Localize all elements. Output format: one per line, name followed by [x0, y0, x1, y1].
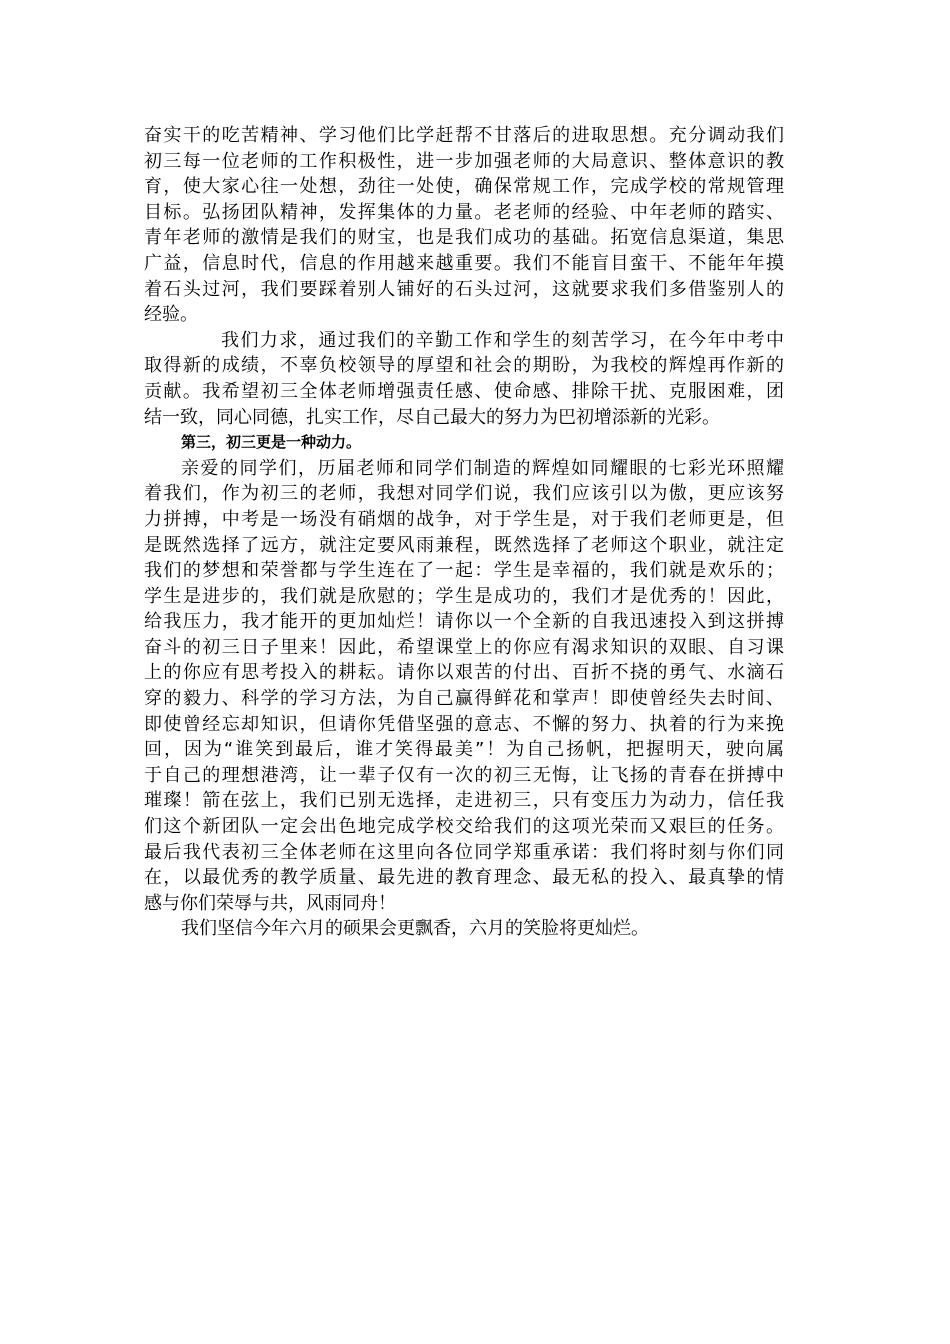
text-line: 目标。弘扬团队精神，发挥集体的力量。老老师的经验、中年老师的踏实、 — [144, 201, 784, 223]
section-heading-text: 第三，初三更是一种动力。 — [181, 433, 362, 452]
text-line: 育，使大家心往一处想，劲往一处使，确保常规工作，完成学校的常规管理 — [144, 176, 784, 198]
text-line: 在，以最优秀的教学质量、最先进的教育理念、最无私的投入、最真挚的情 — [144, 867, 784, 889]
section-heading — [144, 430, 784, 456]
text-line: 贡献。我希望初三全体老师增强责任感、使命感、排除干扰、克服困难，团 — [144, 380, 784, 402]
text-line: 璀璨！箭在弦上，我们已别无选择，走进初三，只有变压力为动力，信任我 — [144, 790, 784, 812]
text-line: 初三每一位老师的工作积极性，进一步加强老师的大局意识、整体意识的教 — [144, 150, 784, 172]
paragraph-2 — [144, 328, 784, 430]
text-line: 我们力求，通过我们的辛勤工作和学生的刻苦学习，在今年中考中 — [221, 329, 784, 351]
text-line: 取得新的成绩，不辜负校领导的厚望和社会的期盼，为我校的辉煌再作新的 — [144, 355, 784, 377]
paragraph-1 — [144, 123, 784, 328]
text-line: 们这个新团队一定会出色地完成学校交给我们的这项光荣而又艰巨的任务。 — [144, 816, 784, 838]
paragraph-3 — [144, 456, 784, 917]
document-page — [144, 123, 784, 942]
text-line: 学生是进步的，我们就是欣慰的；学生是成功的，我们才是优秀的！因此， — [144, 585, 784, 607]
text-line: 着石头过河，我们要踩着别人铺好的石头过河，这就要求我们多借鉴别人的 — [144, 278, 784, 300]
text-line: 奋实干的吃苦精神、学习他们比学赶帮不甘落后的进取思想。充分调动我们 — [144, 125, 784, 146]
text-line: 感与你们荣辱与共，风雨同舟！ — [144, 892, 396, 914]
text-line: 即使曾经忘却知识，但请你凭借坚强的意志、不懈的努力、执着的行为来挽 — [144, 713, 784, 735]
paragraph-4 — [144, 916, 784, 942]
text-line: 回，因为“谁笑到最后，谁才笑得最美”！为自己扬帆，把握明天，驶向属 — [144, 739, 784, 761]
text-line: 力拼搏，中考是一场没有硝烟的战争，对于学生是，对于我们老师更是，但 — [144, 508, 784, 530]
text-line: 我们坚信今年六月的硕果会更飘香，六月的笑脸将更灿烂。 — [181, 918, 649, 940]
text-line: 着我们，作为初三的老师，我想对同学们说，我们应该引以为傲，更应该努 — [144, 483, 784, 505]
text-line: 经验。 — [144, 304, 198, 326]
text-line: 最后我代表初三全体老师在这里向各位同学郑重承诺：我们将时刻与你们同 — [144, 841, 784, 863]
text-line: 青年老师的激情是我们的财宝，也是我们成功的基础。拓宽信息渠道，集思 — [144, 227, 784, 249]
text-line: 于自己的理想港湾，让一辈子仅有一次的初三无悔，让飞扬的青春在拼搏中 — [144, 764, 784, 786]
text-line: 广益，信息时代，信息的作用越来越重要。我们不能盲目蛮干、不能年年摸 — [144, 252, 784, 274]
text-line: 我们的梦想和荣誉都与学生连在了一起：学生是幸福的，我们就是欢乐的； — [144, 560, 784, 582]
text-line: 奋斗的初三日子里来！因此，希望课堂上的你应有渴求知识的双眼、自习课 — [144, 636, 784, 658]
text-line: 上的你应有思考投入的耕耘。请你以艰苦的付出、百折不挠的勇气、水滴石 — [144, 662, 784, 684]
text-line: 结一致，同心同德，扎实工作，尽自己最大的努力为巴初增添新的光彩。 — [144, 406, 720, 428]
text-line: 穿的毅力、科学的学习方法，为自己赢得鲜花和掌声！即使曾经失去时间、 — [144, 688, 784, 710]
text-line: 是既然选择了远方，就注定要风雨兼程，既然选择了老师这个职业，就注定 — [144, 534, 784, 556]
text-line: 给我压力，我才能开的更加灿烂！请你以一个全新的自我迅速投入到这拼搏 — [144, 611, 784, 633]
text-line: 亲爱的同学们，历届老师和同学们制造的辉煌如同耀眼的七彩光环照耀 — [181, 457, 784, 479]
